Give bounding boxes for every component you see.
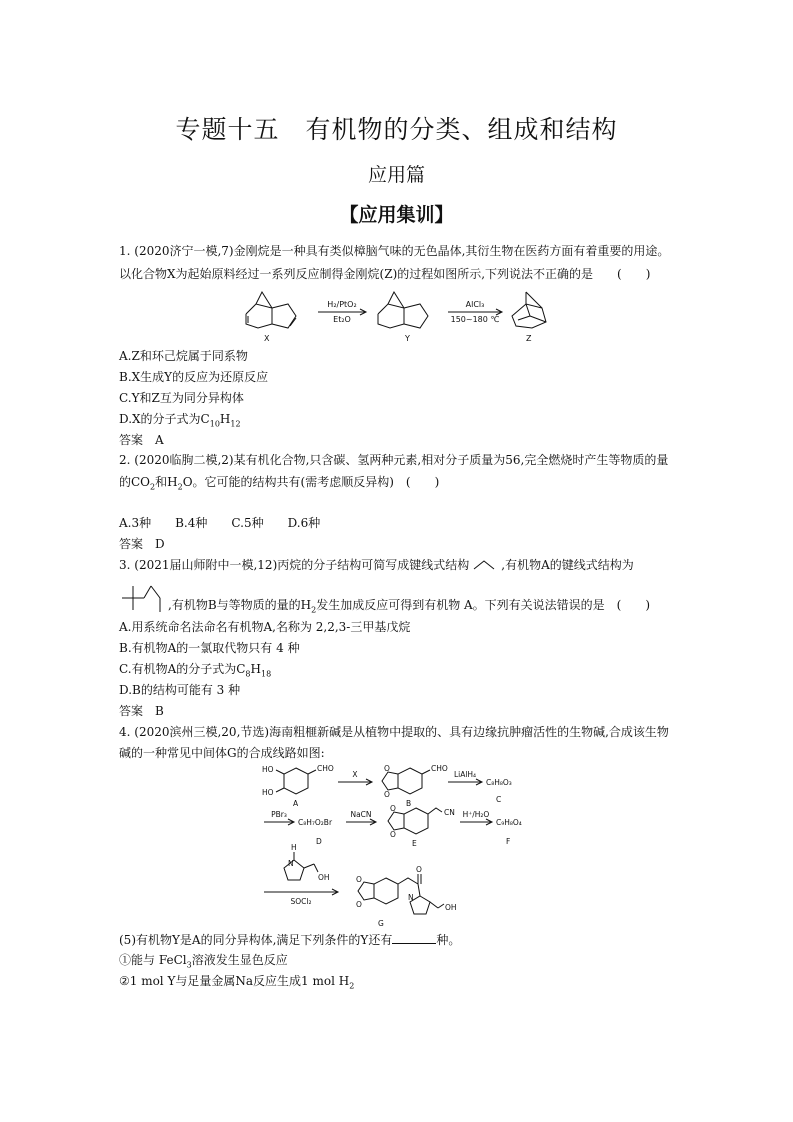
arrow1-solvent: Et₂O [333,315,351,324]
label-z: Z [526,334,532,343]
compound-a-ring [284,768,308,794]
reagent-lialh4: LiAlH₄ [453,770,477,779]
g-keto-o: O [416,865,422,874]
reagent-x: X [352,770,358,779]
g-o-1: O [356,875,362,884]
label-c: C [496,795,502,804]
label-a: A [293,799,299,808]
section-heading: 【应用集训】 [339,204,454,226]
q2-options: A.3种 B.4种 C.5种 D.6种 [119,516,321,530]
compound-a-skeletal-structure [120,582,164,614]
a-cho: CHO [317,764,334,773]
g-o-2: O [356,900,362,909]
q2-stem-line1: 2. (2020临朐二模,2)某有机化合物,只含碳、氢两种元素,相对分子质量为56,完全燃烧时产生等物质的量 [119,453,669,467]
page-subtitle: 应用篇 [367,164,425,186]
page-title: 专题十五 有机物的分类、组成和结构 [175,115,618,144]
q1-option-b: B.X生成Y的反应为还原反应 [119,370,269,384]
q4-condition-2: ②1 mol Y与足量金属Na反应生成1 mol $H_2$ [119,974,355,991]
b-cho: CHO [431,764,448,773]
reagent-pbr3: PBr₃ [271,810,287,819]
propane-skeletal-structure [472,559,498,571]
q1-reaction-scheme [240,286,570,346]
reagent-oh: OH [318,873,330,882]
label-f: F [506,837,511,846]
label-y: Y [405,334,410,343]
q3-option-a: A.用系统命名法命名有机物A,名称为 2,2,3-三甲基戊烷 [119,620,411,634]
q4-condition-1: ①能与 FeCl$_3$溶液发生显色反应 [119,953,288,970]
q3-stem-line2: ,有机物B与等物质的量的$H_2$发生加成反应可得到有机物 A。下列有关说法错误的是 ( ) [168,598,651,615]
reagent-socl2: SOCl₂ [290,897,312,906]
compound-x-structure [246,292,296,328]
q3-option-d: D.B的结构可能有 3 种 [119,683,241,697]
q1-stem-line2: 以化合物X为起始原料经过一系列反应制得金刚烷(Z)的过程如图所示,下列说法不正确的是 ( ) [119,267,651,281]
reagent-nacn: NaCN [350,810,372,819]
formula-c: C₈H₈O₃ [486,778,512,787]
q3-answer: 答案 B [119,704,164,718]
compound-y-structure [378,292,428,328]
q3-option-c: C.有机物A的分子式为$C_8H_{18}$ [119,662,272,679]
reagent-h: H [291,843,297,852]
q1-answer: 答案 A [119,433,164,447]
e-o-1: O [390,804,396,813]
q1-stem-line1: 1. (2020济宁一模,7)金刚烷是一种具有类似樟脑气味的无色晶体,其衍生物在医药方面有着重要的用途。 [119,244,670,258]
compound-z-structure [512,292,546,328]
q4-stem-line2: 碱的一种常见中间体G的合成线路如图: [119,746,325,760]
arrow1-reagent: H₂/PtO₂ [327,300,357,309]
reagent-n: N [288,859,294,868]
formula-d: C₈H₇O₂Br [298,818,333,827]
reagent-hydrolysis: H⁺/H₂O [462,810,490,819]
e-cn: CN [444,808,455,817]
label-g: G [378,919,384,928]
q4-stem-line1: 4. (2020滨州三模,20,节选)海南粗榧新碱是从植物中提取的、具有边缘抗肿瘤活性的生物碱,合成该生物 [119,725,669,739]
b-o-1: O [384,764,390,773]
b-o-2: O [384,790,390,799]
g-oh: OH [445,903,457,912]
g-n: N [408,893,414,902]
a-ho-2: HO [262,788,274,797]
label-b: B [406,799,412,808]
q1-option-a: A.Z和环己烷属于同系物 [119,349,248,363]
label-d: D [316,837,322,846]
e-o-2: O [390,830,396,839]
q1-option-d: D.X的分子式为$C_{10}H_{12}$ [119,412,241,429]
q2-stem-line2: 的$CO_2$和$H_2O$。它可能的结构共有(需考虑顺反异构) ( ) [119,475,440,492]
q4-subquestion-5: (5)有机物Y是A的同分异构体,满足下列条件的Y还有 种。 [119,933,461,947]
q1-option-c: C.Y和Z互为同分异构体 [119,391,244,405]
q4-synthesis-scheme [260,762,560,932]
label-e: E [412,839,417,848]
answer-blank[interactable] [392,932,436,944]
a-ho-1: HO [262,765,274,774]
label-x: X [264,334,270,343]
q2-answer: 答案 D [119,537,165,551]
q3-stem-line1: 3. (2021届山师附中一模,12)丙烷的分子结构可简写成键线式结构 ,有机物A的键线式结构为 [119,558,634,572]
arrow2-condition: 150~180 ℃ [450,315,500,324]
formula-f: C₉H₈O₄ [496,818,522,827]
q3-option-b: B.有机物A的一氯取代物只有 4 种 [119,641,300,655]
arrow2-reagent: AlCl₃ [465,300,485,309]
